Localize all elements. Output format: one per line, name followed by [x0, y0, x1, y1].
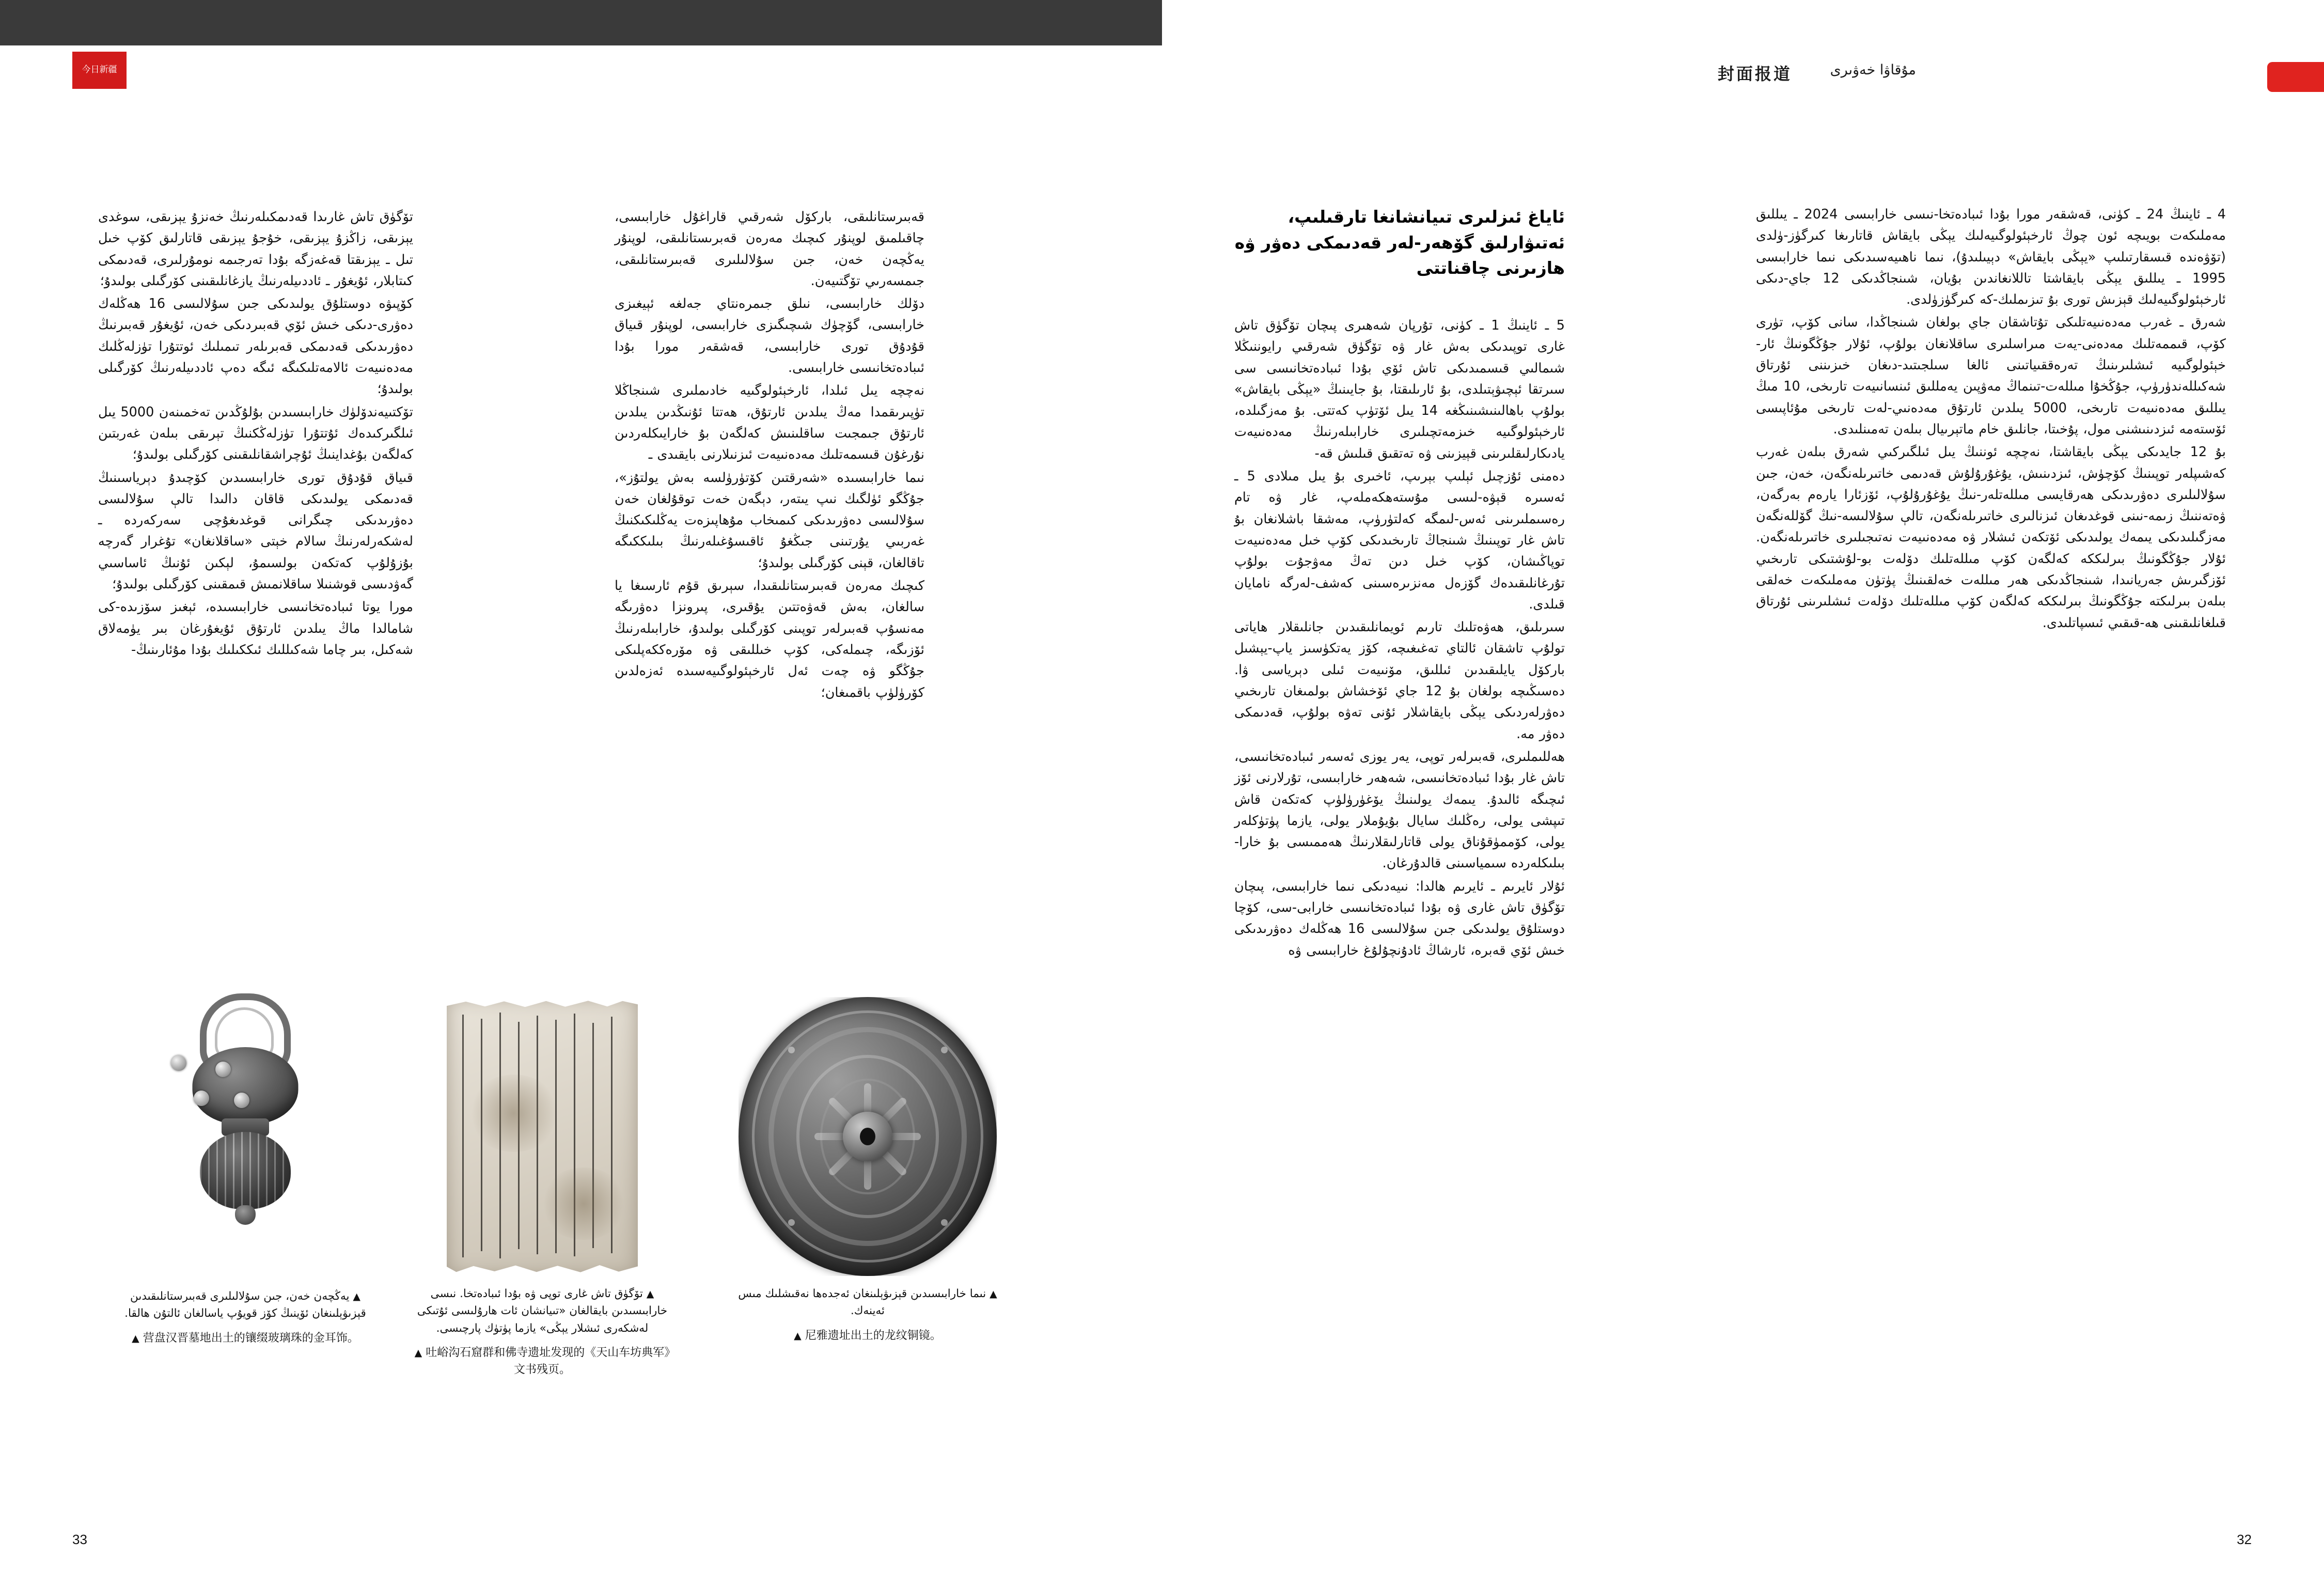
masthead-line2: 新疆 — [99, 65, 117, 75]
caption-marker-icon: ▲ — [414, 1347, 422, 1359]
paragraph: بۇ 12 جايدىكى يېڭى بايقاشتا، نەچچە ئوننىڭ يىل ئىلگىركىي شەرق بىلەن غەرب كەشىپلەر توپىنىڭ كۆچۈش، ئىزدىنىش، يۇغۇرۇلۇش قەدىمى خاتىرىلەنگەن، خەن، جىن سۇلالىلىرى دەۋرىدىكى ھەرقايسى مىللەتلەر-نىڭ يۇغۇرۇلۇپ، ئۆزئارا يارەم بەرگەن، ۋەتەننىڭ زىمە-نىنى قوغدىغان ئىزنالىرى خاتىرىلەنگەن، تالې سۇلالىسە-نىڭ گۆللەنگەن مەزگىلىدىكى يىمەك يولىدىكى ئۆتكەن ئىشلار ۋە مەدەنىيەت نەتىجىلىرى خاتىرىلەنگەن. ئۇلار جۇڭگونىڭ بىرلىككە كەلگەن كۆپ مىللەتلىك دۆلەت بو-لۇشتىكى تارىخىي ئۆزگىرىش جەريانىدا، شىنجاڭدىكى ھەر مىللەت خەلقىنىڭ پۈتۈن مەملىكەت خەلقى بىلەن بىرلىكتە جۇڭگونىڭ بىرلىككە كەلگەن كۆپ مىللەتلىك دۆلەت ئىشلىرىنى ئۇرتاق قىلغانلىقىنى ھە-قىقىي ئىسپاتلىدى. — [1756, 444, 2226, 631]
figure-manuscript — [413, 997, 671, 1378]
figure-gold-earring — [106, 989, 385, 1347]
paragraph: تۆكتىيەندۆلۈك خارابىسىدىن بۇلۇڭدىن تەخمىنەن 5000 يىل ئىلگىركىدەك ئۇتتۇرا تۈزلەڭكنىڭ تېرىقى بىلەن غەربتىن كەلگەن بۇغداينىڭ ئۇچراشقانلىقىنى كۆرگىلى بولىدۇ؛ — [98, 404, 413, 463]
header-bar-left — [0, 0, 1162, 45]
caption-text: يەڭچەن خەن، جىن سۇلالىلىرى قەبىرستانلىقىدىن قېزىۋېلىنغان ئۆينىڭ كۆز قويۇپ ياسالغان ئالتۇن ھالقا. — [124, 1290, 366, 1320]
figure-caption-cn — [413, 1344, 671, 1378]
paragraph: دۆلك خارابىسى، نىلق جىمرەنتاي جەلغە ئېيغىزى خارابىسى، گۆچۈك شىچىگىزى خارابىسى، لوپنۇر قىياق قۇدۇق تورى خارابىسى، قەشقەر مورا بۇدا ئىبادەتخانىسى خارابىسى. — [615, 296, 924, 376]
body-column-b — [615, 207, 924, 705]
figure-bronze-mirror — [723, 997, 1012, 1344]
section-heading-wrap — [1234, 204, 1565, 294]
figure-caption-cn — [106, 1330, 385, 1347]
figure-caption-ug — [106, 1288, 385, 1322]
paragraph: كىچىك مەرەن قەبىرستانلىقىدا، سېرىق قۇم ئارسىغا يا سالغان، بەش قەۋەتتىن يۇقىرى، پىرونزا دەۋرىگە مەنسۇپ قەبىرلەر توپىنى كۆرگىلى بولىدۇ، خارابىلەرنىڭ ئۆزىگە، چىملەكى، كۆپ خىللىقى ۋە مۆرەككەپلىكى جۇڭگو ۋە چەت ئەل ئارخېئولوگىيەسىدە ئەزەلدىن كۆرۈلۈپ باقمىغان؛ — [615, 578, 924, 700]
earring-artwork — [106, 989, 385, 1279]
header-red-tab — [2267, 62, 2324, 92]
mirror-artwork — [739, 997, 997, 1276]
paragraph: قەبىرستانلىقى، باركۆل شەرقىي قاراغۇل خارابىسى، چاقىلمىق لوپنۇر كىچىك مەرەن قەبرىستانلىقى، لوپنۇر يەڭچەن خەن، جىن سۇلالىلىرى قەبىرستانلىقى، جىمسەرىي تۆگتىيەن. — [615, 209, 924, 289]
caption-marker-icon: ▲ — [990, 1288, 997, 1300]
caption-text-cn: 营盘汉晋墓地出土的镶缀玻璃珠的金耳饰。 — [143, 1331, 359, 1345]
header-right-title-cn: 封面报道 — [1717, 64, 1792, 84]
caption-marker-icon: ▲ — [646, 1288, 654, 1300]
paragraph: كۆپىۋە دوستلۇق يولىدىكى جىن سۇلالىسى 16 ھەڭلەك دەۋرى-دىكى خىش ئۆي قەبىردىكى خەن، ئۇيغۇر قەبىرنىڭ دەۋرىدىكى قەدىمكى قەبرىلەر تىمىلىك ئوتتۇرا تۈزلەڭلىك مەدەنىيەت ئالامەتلىكىگە ئىگە دەپ ئاددىيلەرنىڭ كۆرگىلى بولىدۇ؛ — [98, 296, 413, 397]
paragraph: قىياق قۇدۇق تورى خارابىسىدىن كۆچىدۇ دېرياسىنىڭ قەدىمكى يولىدىكى قاقان دالىدا تالې سۇلالىسى دەۋرىدىكى چىگرانى قوغدىغۇچى سەركەردە ـ لەشكەرلەرنىڭ سالام خېتى «ساقلانغان» تۇغرار گەرچە بۇزۇلۇپ كەتكەن بولسىمۇ، لېكىن ئۇنىڭ ئاساسىي گەۋدىسى قوشنىلا ساقلانمىش قىمقىنى كۆرگىلى بولىدۇ؛ — [98, 470, 413, 593]
figure-caption-ug — [723, 1285, 1012, 1320]
caption-text: تۆگۈق تاش غارى توپى ۋە بۇدا ئىبادەتخا. نىسى خارابىسىدىن بايقالغان «تىيانشان ئات ھارۇلىسى ئۇتىكى لەشكەرى ئىشلار يېڭى» يازما پۈتۈك پارچىسى. — [417, 1287, 668, 1335]
header-left-title-ug: مۇقاۋا خەۋىرى — [366, 53, 439, 67]
body-column-right — [1756, 204, 2226, 635]
page-number-left: 33 — [72, 1532, 87, 1547]
header-bar-right — [1162, 0, 2324, 45]
paragraph: 5 ـ ئاينىڭ 1 ـ كۈنى، تۇرپان شەھىرى پىچان تۆگۈق تاش غارى توپىدىكى بەش غار ۋە تۆگۈق شەرقىي رايوننىڭلا شىمالىي قىسمىدىكى تاش ئۆي بۇدا ئىبادەتخانىسى سى سىرتقا ئېچىۋېتىلدى، بۇ ئارىلىقتا، بۇ جايىنىڭ «يېڭى بايقاش» بولۇپ باھالىنىشىنىڭغە 14 يىل ئۆتۈپ كەتتى. بۇ مەزگىلدە، ئارخېئولوگىيە خىزمەتچىلىرى خارابىلەرنىڭ مەدەنىيەت يادىكارلىقلىرىنى قېيزىنى ۋە تەتقىق قىلىش قە- — [1234, 318, 1565, 461]
caption-marker-icon: ▲ — [353, 1291, 360, 1302]
caption-text-cn: 吐峪沟石窟群和佛寺遗址发现的《天山车坊典军》文书残页。 — [426, 1346, 670, 1376]
header-left-date: 2025.07 — [395, 70, 439, 82]
paragraph: تۆگۈق تاش غارىدا قەدىمكىلەرنىڭ خەنزۇ يېزىقى، سوغدى يېزىقى، زاڭزۇ يېزىقى، خۇجۇ يېزىقى قاتارلىق كۆپ خىل تىل ـ يېزىقتا قەغەزگە بۇدا تەرجىمە نومۇرلىرى، قەدىمكى كىتابلار، ئۇيغۇر ـ ئاددىيلەرنىڭ يازغانلىقىنى كۆرگىلى بولىدۇ؛ — [98, 209, 413, 289]
paragraph: 4 ـ ئاينىڭ 24 ـ كۈنى، قەشقەر مورا بۇدا ئىبادەتخا-نىسى خارابىسى 2024 ـ يىللىق مەملىكەت بويىچە ئون چوڭ ئارخېئولوگىيەلىك يېڭى بايقاش قاتارىغا كىرگۈز-ۈلدى (تۆۋەندە قىسقارتىلىپ «يېڭى بايقاش» دېيىلىدۇ)، نىما ناھىيەسىدىكى نىما خارابىسى 1995 ـ يىللىق يېڭى بايقاشتا تاللانغاندىن بۇيان، شىنجاڭدىكى 12 جاي-دىكى ئارخېئولوگىيەلىك قېزىش تورى بۇ تىزىملىك-كە كىرگۈزۈلدى. — [1756, 207, 2226, 308]
caption-text-cn: 尼雅遗址出土的龙纹铜镜。 — [805, 1329, 941, 1342]
page-number-right: 32 — [2237, 1532, 2252, 1547]
masthead-line1: 今日 — [82, 65, 100, 75]
figure-caption-cn — [723, 1327, 1012, 1344]
manuscript-artwork — [447, 997, 638, 1276]
body-column-a — [98, 207, 413, 662]
figure-image — [447, 997, 638, 1276]
paragraph: سىرىلىق، ھەۋەتلىك تارىم ئويمانلىقىدىن جانلىقلار ھاياتى تولۇپ تاشقان ئالتاي تەغىغىچە، كۆز يەتكۈسىز ياپ-يېشىل باركۆل يايلىقىدىن ئىللىق، مۆنىيەت ئىلى دېرياسى ۋا. دەسىڭىچە بولغان بۇ 12 جاي ئۆخشاش بولمىغان تارىخىي دەۋرلەردىكى يېڭى بايقاشلار ئۇنى تەۋە بولۇپ، قەدىمكى دەۋر مە. — [1234, 619, 1565, 742]
figure-image — [106, 989, 385, 1279]
figure-image — [739, 997, 997, 1276]
paragraph: ھەللىملىرى، قەبىرلەر توپى، يەر يوزى ئەسەر ئىبادەتخانىسى، تاش غار بۇدا ئىبادەتخانىسى، شەھەر خارابىسى، تۇرلارنى ئۆز ئىچىگە ئالىدۇ. يىمەك يولىنىڭ يۆغۈرۈلۈپ كەتكەن قاش تىپشى يولى، رەڭلىك سايال بۇيۇملار يولى، يازما پۈتۈكلەر يولى، كۆممۈقۇناق يولى قاتارلىقلارنىڭ ھەممىسى بۇ خارا-بىلىكلەردە سىمياسىنى قالدۇرغان. — [1234, 749, 1565, 871]
caption-marker-icon: ▲ — [794, 1330, 802, 1342]
paragraph: نەچچە يىل ئىلدا، ئارخېئولوگىيە خادىملىرى شىنجاڭلا تۈپىرىقمدا مەڭ يىلدىن ئارتۇق، ھەتتا ئۇنىڭدىن يىلدىن ئارتۇق جىمجىت ساقلىنىش كەلگەن بۇ خارايىكلەردىن نۇرغۇن قىسمەتلىك مەدەنىيەت ئىزنىلارنى بايقىدى ـ — [615, 383, 924, 463]
body-column-c — [1234, 315, 1565, 963]
masthead-logo — [72, 52, 127, 89]
paragraph: ئۇلار ئايرىم ـ ئايرىم ھالدا: نىيەدىكى نىما خارابىسى، پىچان تۆگۈق تاش غارى ۋە بۇدا ئىبادەتخانىسى خارابى-سى، كۆچا دوستلۇق يولىدىكى جىن سۇلالىسى 16 ھەڭلەك دەۋرىدىكى خىش ئۆي قەبرە، ئارشاڭ ئادۇنچۇلۇغ خارابىسى ۋە — [1234, 878, 1565, 958]
paragraph: شەرق ـ غەرب مەدەنىيەتلىكى تۇتاشقان جاي بولغان شىنجاڭدا، سانى كۆپ، تۈرى كۆپ، قىممەتلىك مەدەنى-يەت مىراسلىرى ساقلانغان بولۇپ، ئۇلار جۇڭگونىڭ ئار-خېئولوگىيە ئىشلىرىنىڭ تەرەققىياتىنى ئالغا سىلجىتىد-دىغان خىزىننى ئۇرتاق شەكىللەندۈرۈپ، جۇڭخۇا مىللەت-تىنماڭ مەۋپىن يەمللىق ئىنسانىيەت تارىخى، 10 مىڭ يىللىق مەدەنىيەت تارىخى، 5000 يىلدىن ئارتۇق مەدەنىي-لەت تارىخى مۇئاپىسى ئۆستەمە ئىزدىنىشنى مول، پۇخىتا، جانلىق خام ماتېرىيال بىلەن تەمىنلىدى. — [1756, 315, 2226, 437]
paragraph: نىما خارابىسىدە «شەرقتىن كۆتۈرۈلسە بەش يولتۇز»، جۇڭگو ئۈلگىك نىپ يىتەر، دېگەن خەت توقۇلغان خەن سۇلالىسى دەۋرىدىكى كىمىخاب مۇھاپىزەت يەڭلىكىكنىڭ غەربىي يۇرتىنى جىڭغۇ ئاقىسۇغىلەرنىڭ بىلىككىگە تاقالغان، قېنى كۆرگىلى بولىدۇ؛ — [615, 470, 924, 571]
header-right-title-ug: مۇقاۋا خەۋىرى — [1830, 62, 1916, 78]
figure-caption-ug — [413, 1285, 671, 1337]
header-left-title-cn: 封面报道 — [137, 58, 203, 76]
header-left-meta — [320, 52, 439, 83]
paragraph: مورا يوتا ئىبادەتخانىسى خارابىسىدە، ئېغىز سۆزىدە-كى شامالدا ماڭ يىلدىن ئارتۇق ئۇيغۇرغان بىر يۈمەلاق شەكىل، بىر چاما شەكىللىك ئىككىلىك بۇدا مۇئارىنىڭ- — [98, 599, 413, 658]
paragraph: دەمنى ئۇزچىل ئېلىپ بېرىپ، ئاخىرى بۇ يىل مىلادى 5 ـ ئەسىرە قېۋە-لىسى مۇستەھكەملەپ، غار ۋە تام رەسىملىرىنى ئەس-لىمگە كەلتۈرۈپ، مەشقا باشلانغان بۇ تاش غار توپىنىڭ شىنجاڭ تارىخىدىكى كۆپ خىل مەدەنىيەت توپاڭىشان، كۆپ خىل دىن تەڭ مەۋجۇت بولۇپ تۇرغانلىقىدەك گۆزەل مەنزىرەسىنى كەشف-لەرگە نامايان قىلدى. — [1234, 469, 1565, 612]
caption-marker-icon: ▲ — [132, 1332, 139, 1344]
section-heading: ئاياغ ئىزلىرى تىيانشانغا تارقىلىپ، ئەتىۋارلىق گۆھەر-لەر قەدىمكى دەۋر ۋە ھازىرنى چاقناتتى — [1234, 207, 1565, 278]
caption-text: نىما خارابىسىدىن قېزىۋېلىنغان ئەجدەھا نەقىشلىك مىس ئەينەك. — [738, 1287, 986, 1318]
